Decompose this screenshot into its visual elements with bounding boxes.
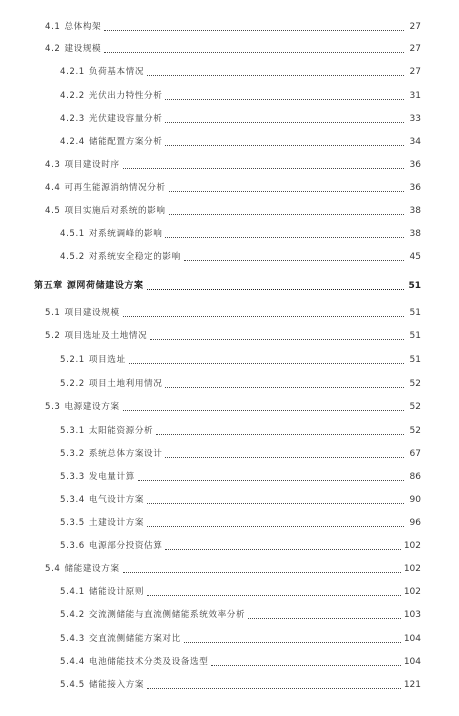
toc-entry-number: 4.4	[45, 183, 61, 193]
toc-entry-number: 5.2.2	[60, 379, 85, 389]
toc-entry-number: 5.4.3	[60, 634, 85, 644]
toc-entry-title: 土建设计方案	[88, 518, 145, 528]
toc-entry	[60, 678, 421, 692]
toc-entry-title: 总体构架	[64, 22, 102, 32]
toc-entry-page: 103	[403, 610, 421, 620]
toc-entry-page: 34	[409, 137, 421, 147]
dot-leader	[123, 168, 404, 169]
toc-entry	[60, 227, 421, 241]
toc-entry	[45, 329, 421, 343]
toc-entry	[60, 89, 421, 103]
toc-entry	[60, 353, 421, 367]
toc-entry	[45, 306, 421, 320]
toc-entry-page: 27	[409, 67, 421, 77]
toc-entry-title: 发电量计算	[88, 472, 135, 482]
toc-entry	[60, 608, 421, 622]
toc-entry	[60, 539, 421, 553]
dot-leader	[211, 665, 400, 666]
toc-entry-title: 负荷基本情况	[88, 67, 145, 77]
toc-entry	[45, 181, 421, 195]
toc-entry-number: 5.3.2	[60, 449, 85, 459]
toc-entry-page: 86	[409, 472, 421, 482]
toc-entry-page: 27	[409, 44, 421, 54]
toc-entry-title: 储能建设方案	[64, 564, 120, 574]
toc-entry-number: 4.2	[45, 44, 61, 54]
toc-entry-number: 5.4.2	[60, 610, 85, 620]
toc-entry-title: 项目选址及土地情况	[64, 331, 148, 341]
toc-entry-number: 5.3	[45, 402, 61, 412]
toc-entry-title: 电池储能技术分类及设备选型	[88, 657, 209, 667]
toc-entry-number: 4.5	[45, 206, 61, 216]
toc-entry-title: 项目实施后对系统的影响	[64, 206, 166, 216]
toc-entry-number: 4.5.2	[60, 252, 85, 262]
toc-chapter-page: 51	[408, 281, 421, 291]
toc-entry	[60, 470, 421, 484]
dot-leader	[165, 237, 404, 238]
toc-entry-title: 储能设计原则	[88, 587, 145, 597]
toc-entry-title: 项目建设规模	[64, 308, 120, 318]
toc-entry-number: 4.2.2	[60, 91, 85, 101]
toc-entry-title: 建设规模	[64, 44, 102, 54]
toc-entry-number: 5.4.5	[60, 680, 85, 690]
toc-entry	[45, 20, 421, 34]
dot-leader	[165, 99, 404, 100]
toc-chapter-entry	[34, 279, 421, 293]
toc-entry-number: 5.4.1	[60, 587, 85, 597]
toc-entry-title: 储能配置方案分析	[88, 137, 163, 147]
toc-entry-title: 储能接入方案	[88, 680, 145, 690]
toc-entry-title: 电源建设方案	[64, 402, 120, 412]
toc-entry	[45, 562, 421, 576]
toc-entry-page: 104	[403, 634, 421, 644]
toc-entry-number: 4.5.1	[60, 229, 85, 239]
toc-entry-page: 52	[409, 426, 421, 436]
toc-entry-page: 67	[409, 449, 421, 459]
toc-entry-page: 52	[409, 379, 421, 389]
toc-entry-number: 5.3.4	[60, 495, 85, 505]
toc-entry-title: 项目建设时序	[64, 160, 120, 170]
toc-entry	[60, 632, 421, 646]
toc-entry	[60, 250, 421, 264]
toc-entry-title: 对系统调峰的影响	[88, 229, 163, 239]
dot-leader	[123, 572, 401, 573]
toc-entry-title: 光伏建设容量分析	[88, 114, 163, 124]
dot-leader	[165, 387, 404, 388]
toc-entry	[60, 655, 421, 669]
toc-entry-number: 5.4	[45, 564, 61, 574]
toc-entry-title: 系统总体方案设计	[88, 449, 163, 459]
toc-entry-title: 光伏出力特性分析	[88, 91, 163, 101]
toc-entry-page: 36	[409, 160, 421, 170]
dot-leader	[129, 363, 404, 364]
toc-entry-title: 交流测储能与直流侧储能系统效率分析	[88, 610, 246, 620]
toc-entry-number: 5.3.5	[60, 518, 85, 528]
toc-chapter-number: 第五章	[34, 281, 63, 291]
toc-entry	[45, 158, 421, 172]
dot-leader	[248, 618, 401, 619]
dot-leader	[123, 316, 404, 317]
dot-leader	[123, 410, 404, 411]
toc-entry	[60, 447, 421, 461]
toc-entry-number: 4.2.3	[60, 114, 85, 124]
toc-entry-page: 52	[409, 402, 421, 412]
toc-entry-page: 102	[403, 541, 421, 551]
toc-entry-title: 电源部分投资估算	[88, 541, 163, 551]
toc-entry-page: 51	[409, 331, 421, 341]
toc-entry-number: 5.2	[45, 331, 61, 341]
toc-entry	[60, 112, 421, 126]
dot-leader	[147, 595, 401, 596]
dot-leader	[165, 122, 404, 123]
toc-entry-title: 项目选址	[88, 355, 126, 365]
toc-entry-title: 电气设计方案	[88, 495, 145, 505]
dot-leader	[184, 260, 404, 261]
dot-leader	[104, 52, 404, 53]
dot-leader	[169, 191, 404, 192]
toc-entry-page: 27	[409, 22, 421, 32]
toc-entry-title: 项目土地利用情况	[88, 379, 163, 389]
toc-entry-page: 102	[403, 564, 421, 574]
toc-entry-page: 51	[409, 355, 421, 365]
toc-entry	[60, 377, 421, 391]
toc-entry-number: 4.2.4	[60, 137, 85, 147]
dot-leader	[169, 214, 404, 215]
toc-entry-page: 121	[403, 680, 421, 690]
toc-entry-number: 4.2.1	[60, 67, 85, 77]
dot-leader	[150, 339, 404, 340]
toc-entry-number: 5.1	[45, 308, 61, 318]
toc-entry-number: 4.1	[45, 22, 61, 32]
dot-leader	[165, 457, 404, 458]
toc-entry-page: 38	[409, 229, 421, 239]
toc-entry	[60, 65, 421, 79]
dot-leader	[147, 688, 401, 689]
toc-entry-number: 4.3	[45, 160, 61, 170]
toc-entry	[60, 516, 421, 530]
toc-entry-page: 38	[409, 206, 421, 216]
toc-entry-page: 36	[409, 183, 421, 193]
toc-entry-number: 5.2.1	[60, 355, 85, 365]
toc-entry-page: 90	[409, 495, 421, 505]
toc-entry-page: 51	[409, 308, 421, 318]
toc-entry-page: 96	[409, 518, 421, 528]
toc-chapter-title: 源网荷储建设方案	[66, 281, 144, 291]
dot-leader	[147, 289, 404, 290]
toc-entry-page: 102	[403, 587, 421, 597]
toc-entry-number: 5.4.4	[60, 657, 85, 667]
toc-entry	[60, 135, 421, 149]
toc-entry	[45, 400, 421, 414]
toc-entry	[45, 204, 421, 218]
toc-entry-title: 太阳能资源分析	[88, 426, 154, 436]
dot-leader	[147, 75, 404, 76]
toc-entry-page: 33	[409, 114, 421, 124]
dot-leader	[165, 145, 404, 146]
toc-entry-title: 交直流侧储能方案对比	[88, 634, 181, 644]
dot-leader	[184, 642, 401, 643]
dot-leader	[147, 503, 404, 504]
toc-entry	[60, 493, 421, 507]
dot-leader	[165, 549, 400, 550]
dot-leader	[138, 480, 404, 481]
dot-leader	[147, 526, 404, 527]
toc-entry-title: 可再生能源消纳情况分析	[64, 183, 166, 193]
toc-entry-number: 5.3.6	[60, 541, 85, 551]
toc-entry-page: 104	[403, 657, 421, 667]
dot-leader	[156, 434, 404, 435]
toc-entry-page: 45	[409, 252, 421, 262]
toc-entry-number: 5.3.3	[60, 472, 85, 482]
toc-entry-title: 对系统安全稳定的影响	[88, 252, 181, 262]
toc-entry-page: 31	[409, 91, 421, 101]
toc-entry	[45, 42, 421, 56]
toc-entry-number: 5.3.1	[60, 426, 85, 436]
toc-entry	[60, 424, 421, 438]
toc-entry	[60, 585, 421, 599]
dot-leader	[104, 30, 404, 31]
